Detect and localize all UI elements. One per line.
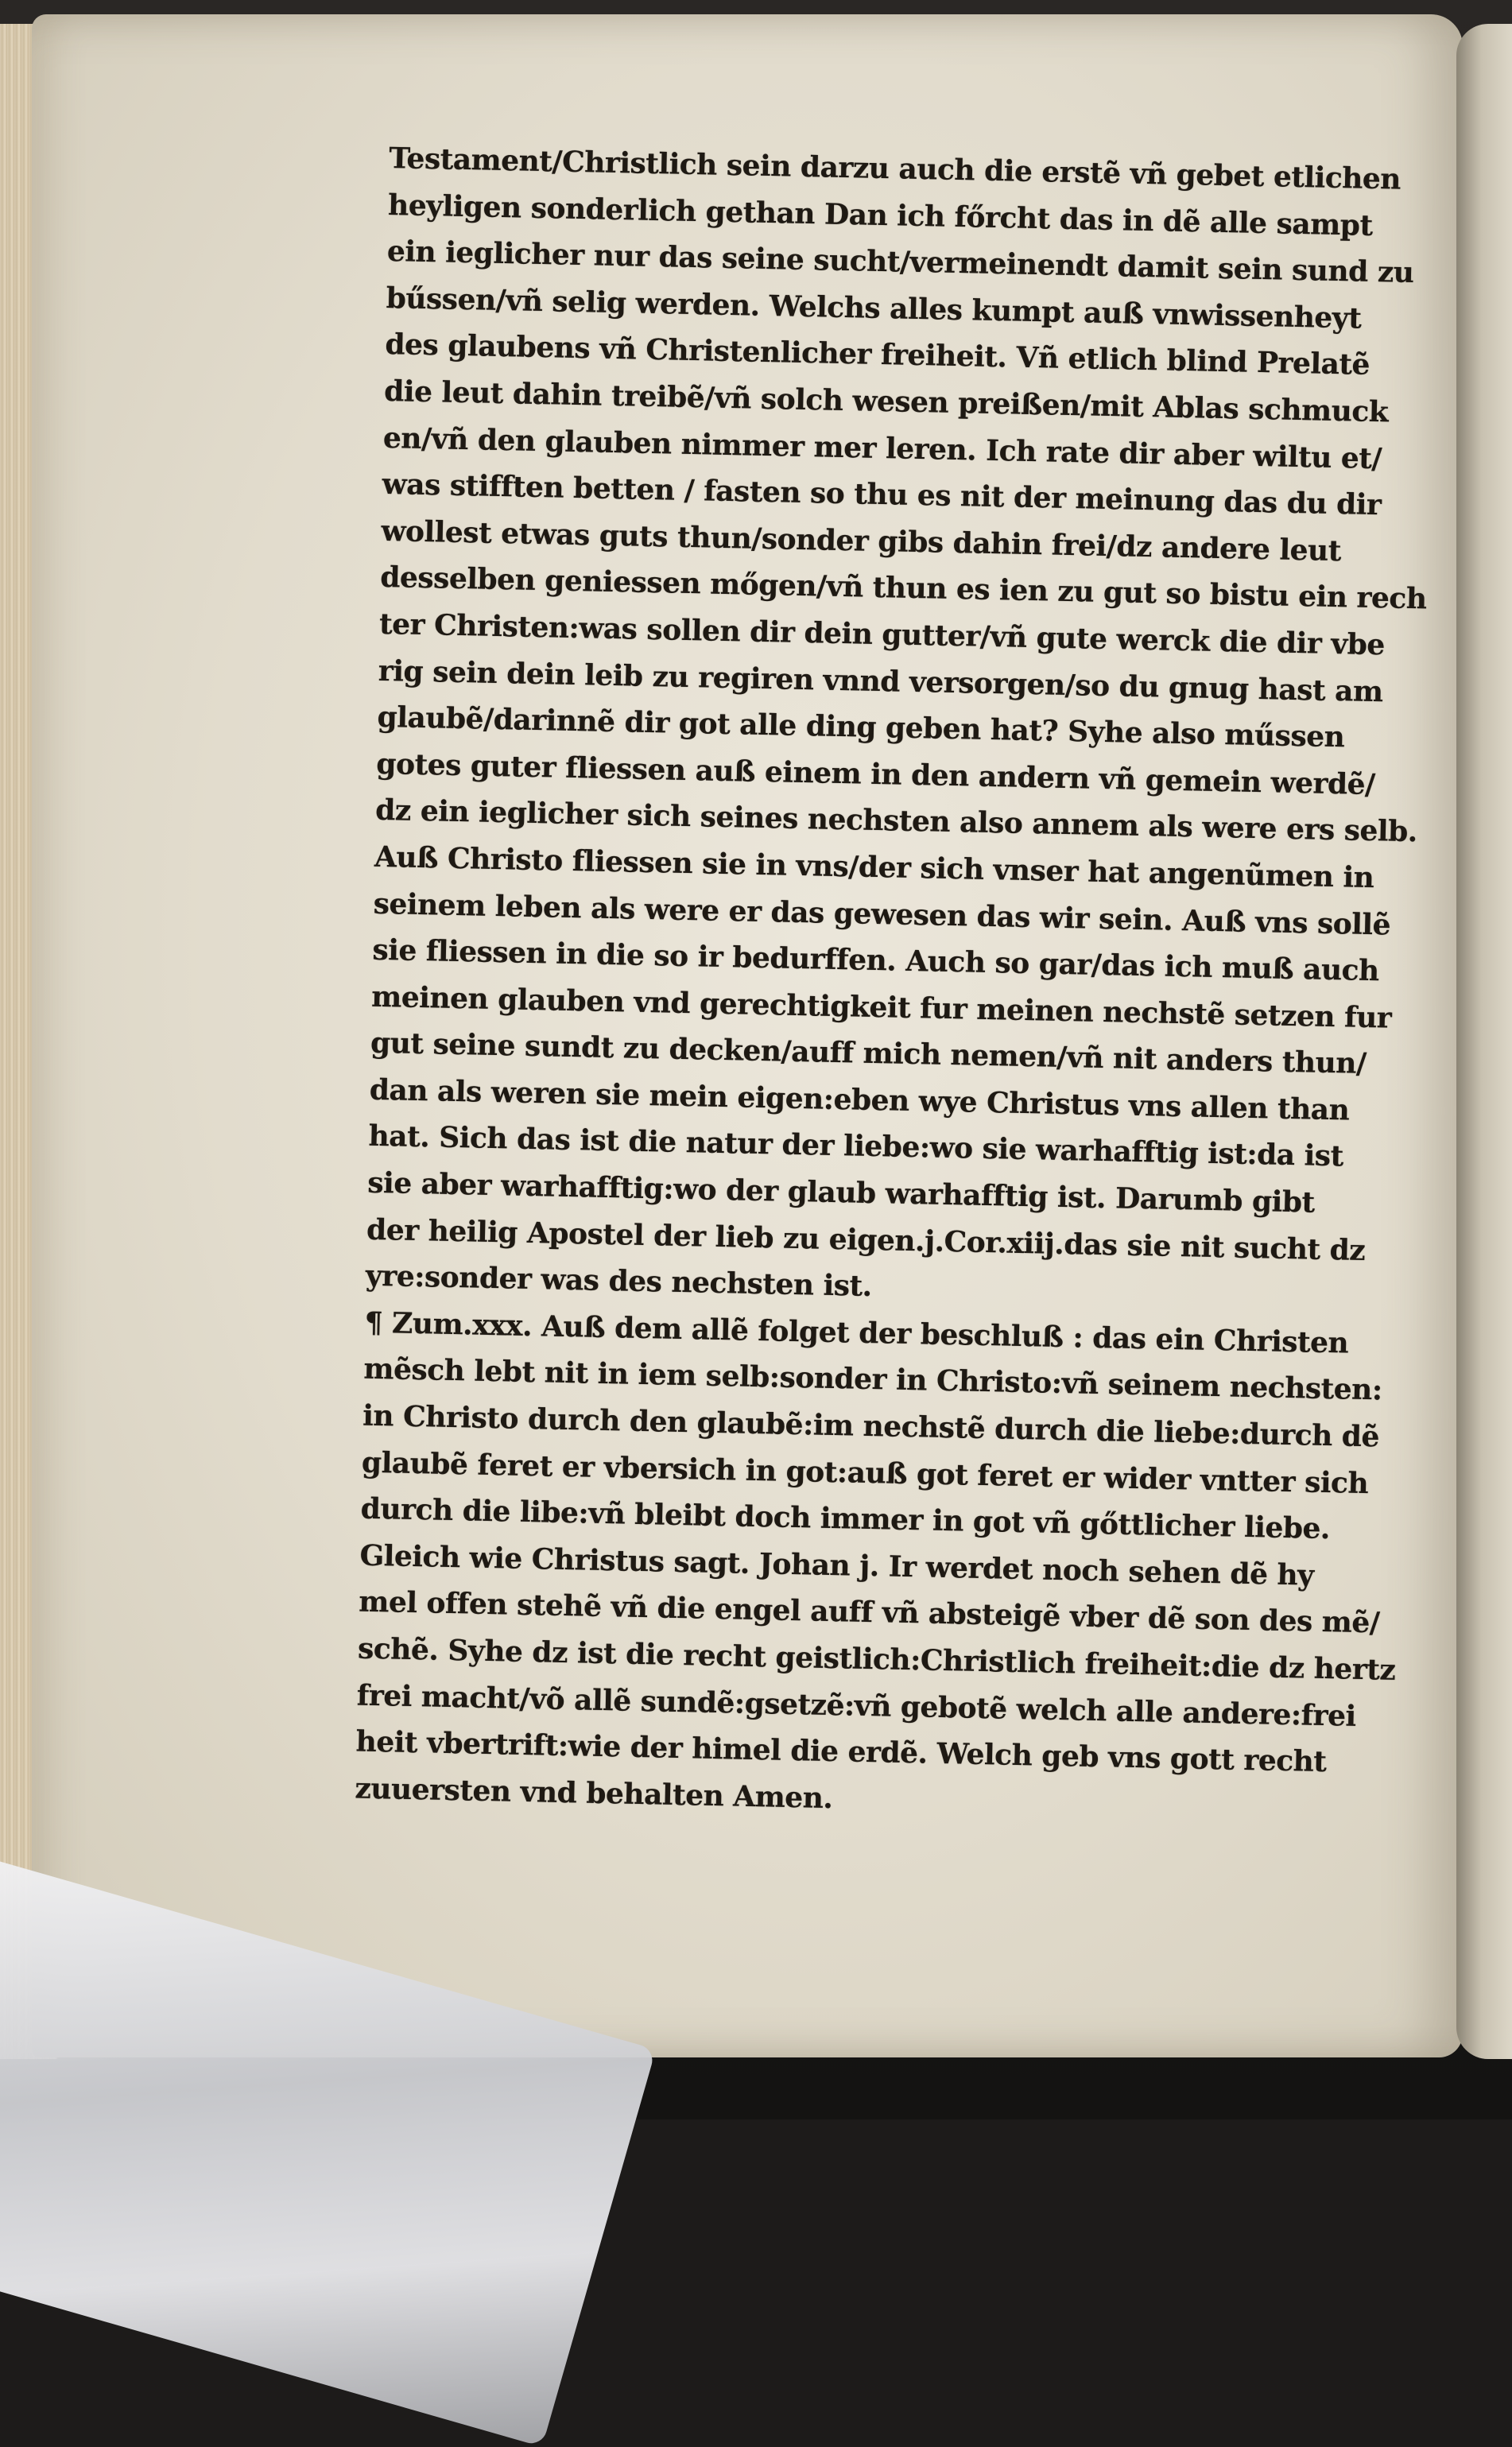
- text-line: meinen glauben vnd gerechtigkeit fur meinen nechstẽ setzen fur: [370, 979, 1392, 1035]
- facing-page-edge: [1456, 24, 1512, 2059]
- text-line: glaubẽ/darinnẽ dir got alle ding geben hat? Syhe also műssen: [377, 700, 1345, 754]
- text-line: gotes guter fliessen auß einem in den andern vñ gemein werdẽ/: [376, 747, 1376, 801]
- text-line: glaubẽ feret er vbersich in got:auß got feret er wider vntter sich: [361, 1445, 1369, 1500]
- text-line: gut seine sundt zu decken/auff mich nemen/vñ nit anders thun/: [370, 1026, 1367, 1081]
- text-line: desselben geniessen mőgen/vñ thun es ien zu gut so bistu ein rech: [379, 560, 1427, 616]
- text-line: ¶ Zum.xxx. Auß dem allẽ folget der beschluß : das ein Christen: [364, 1305, 1349, 1360]
- text-line: der heilig Apostel der lieb zu eigen.j.Cor.xiij.das sie nit sucht dz: [366, 1212, 1366, 1267]
- text-line: Gleich wie Christus sagt. Johan j. Ir werdet noch sehen dẽ hy: [359, 1538, 1315, 1592]
- text-line: heit vbertrift:wie der himel die erdẽ. Welch geb vns gott recht: [355, 1724, 1327, 1779]
- text-line: mel offen stehẽ vñ die engel auff vñ absteigẽ vber dẽ son des mẽ/: [358, 1585, 1380, 1640]
- text-line: zuuersten vnd behalten Amen.: [355, 1771, 833, 1815]
- text-line: wollest etwas guts thun/sonder gibs dahin frei/dz andere leut: [381, 514, 1342, 568]
- text-line: dan als weren sie mein eigen:eben wye Christus vns allen than: [369, 1072, 1350, 1127]
- text-line: ter Christen:was sollen dir dein gutter/vñ gute werck die dir vbe: [378, 607, 1386, 662]
- text-line: durch die libe:vñ bleibt doch immer in got vñ gőttlicher liebe.: [360, 1491, 1331, 1546]
- text-line: Testament/Christlich sein darzu auch die erstẽ vñ gebet etlichen: [388, 141, 1402, 196]
- text-line: hat. Sich das ist die natur der liebe:wo sie warhafftig ist:da ist: [368, 1119, 1344, 1173]
- text-line: sie fliessen in die so ir bedurffen. Auch so gar/das ich muß auch: [372, 933, 1380, 988]
- text-line: en/vñ den glauben nimmer mer leren. Ich rate dir aber wiltu et/: [382, 421, 1382, 475]
- text-line: des glaubens vñ Christenlicher freiheit. Vñ etlich blind Prelatẽ: [385, 328, 1370, 382]
- text-line: Auß Christo fliessen sie in vns/der sich vnser hat angenũmen in: [374, 840, 1374, 895]
- text-line: was stifften betten / fasten so thu es nit der meinung das du dir: [382, 467, 1382, 522]
- text-line: heyligen sonderlich gethan Dan ich főrcht das in dẽ alle sampt: [387, 188, 1374, 242]
- page-text: [355, 135, 1427, 1832]
- text-line: yre:sonder was des nechsten ist.: [365, 1258, 873, 1304]
- text-line: die leut dahin treibẽ/vñ solch wesen preißen/mit Ablas schmuck: [383, 374, 1389, 429]
- text-line: mẽsch lebt nit in iem selb:sonder in Christo:vñ seinem nechsten:: [363, 1352, 1383, 1407]
- text-line: ein ieglicher nur das seine sucht/vermeinendt damit sein sund zu: [386, 235, 1414, 290]
- text-line: frei macht/võ allẽ sundẽ:gsetzẽ:vñ gebotẽ welch alle andere:frei: [356, 1678, 1357, 1733]
- text-line: seinem leben als were er das gewesen das wir sein. Auß vns sollẽ: [373, 886, 1391, 942]
- text-line: in Christo durch den glaubẽ:im nechstẽ durch die liebe:durch dẽ: [362, 1398, 1380, 1454]
- text-line: bűssen/vñ selig werden. Welchs alles kumpt auß vnwissenheyt: [386, 281, 1362, 335]
- text-line: dz ein ieglicher sich seines nechsten also annem als were ers selb.: [374, 793, 1418, 849]
- text-line: rig sein dein leib zu regiren vnnd versorgen/so du gnug hast am: [378, 653, 1383, 708]
- text-line: schẽ. Syhe dz ist die recht geistlich:Christlich freiheit:die dz hertz: [357, 1631, 1396, 1687]
- text-line: sie aber warhafftig:wo der glaub warhafftig ist. Darumb gibt: [366, 1165, 1316, 1220]
